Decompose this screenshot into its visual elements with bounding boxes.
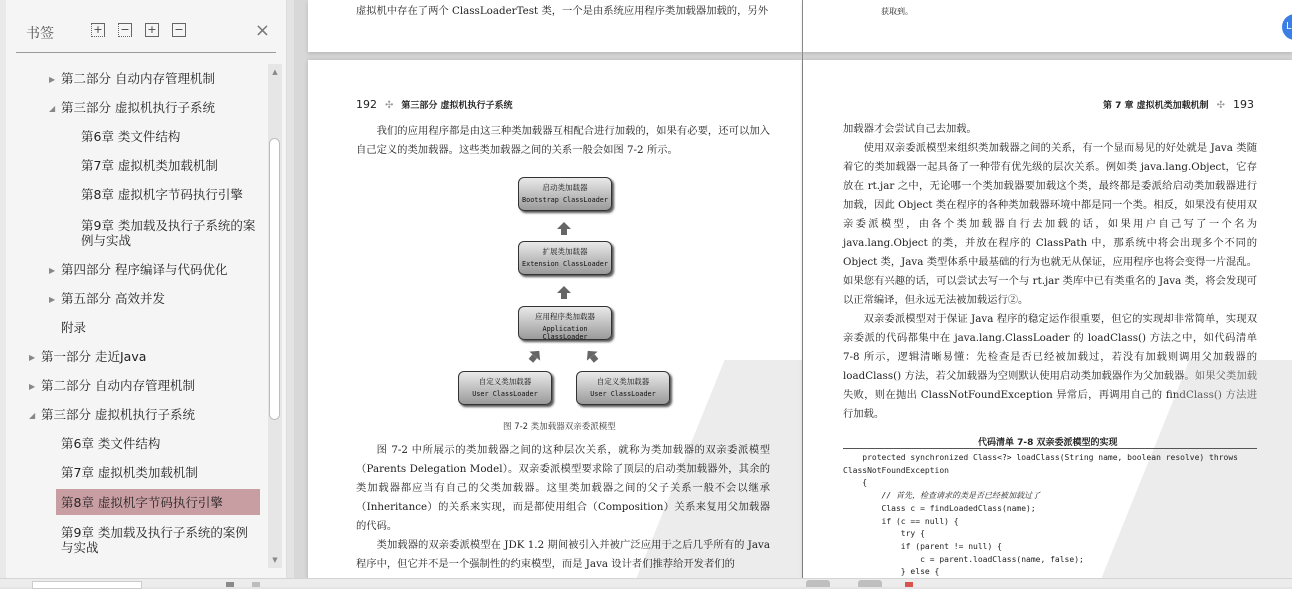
tree-item[interactable]: 第9章 类加载及执行子系统的案例与实战 bbox=[61, 525, 248, 555]
floating-assistant-button[interactable]: L bbox=[1282, 14, 1292, 40]
paragraph: 加载器才会尝试自己去加载。 bbox=[843, 123, 977, 135]
tree-item[interactable]: 第6章 类文件结构 bbox=[81, 129, 181, 144]
arrow-up-icon bbox=[557, 222, 571, 229]
paragraph: 使用双亲委派模型来组织类加载器之间的关系，有一个显而易见的好处就是 Java 类随着它的类加载器一起具备了一种带有优先级的层次关系。例如类 java.lang.Object，它存放在 rt.jar 之中，无论哪一个类加载器要加载这个类，最终都是委派给启动类加载器进行加载，因此 Object 类在程序的各种类加载器环境中都是同一个类。相反，如果没有使用双亲委派模型，由各个类加载器自行去加载的话，如果用户自己写了一个名为 java.lang.Object 的类，并放在程序的 ClassPath 中，那系统中将会出现多个不同的 Object 类，Java 类型体系中最基础的行为也就无从保证，应用程序也将会变得一片混乱。如果您有兴趣的话，可以尝试去写一个与 rt.jar 类库中已有类重名的 Java 类，将会发现可以正常编译，但永远无法被加载运行②。 bbox=[843, 142, 1257, 306]
tree-item[interactable]: 第8章 虚拟机字节码执行引擎 bbox=[81, 187, 243, 202]
page-number-input[interactable] bbox=[32, 581, 142, 589]
tree-item[interactable]: ▶ 第二部分 自动内存管理机制 bbox=[49, 71, 215, 86]
bookmark-panel bbox=[6, 0, 287, 578]
expand-arrow-icon[interactable]: ▶ bbox=[49, 75, 56, 84]
view-mode-icon[interactable] bbox=[252, 582, 260, 587]
user-classloader-box: 自定义类加载器 User ClassLoader bbox=[458, 371, 552, 405]
page-193 bbox=[803, 60, 1292, 580]
tree-item[interactable]: ◢ 第三部分 虚拟机执行子系统 bbox=[49, 100, 215, 115]
tree-item[interactable]: 附录 bbox=[61, 320, 87, 335]
paragraph: 我们的应用程序都是由这三种类加载器互相配合进行加载的，如果有必要，还可以加入自己定义的类加载器。这些类加载器之间的关系一般会如图 7-2 所示。 bbox=[356, 125, 770, 156]
user-classloader-box: 自定义类加载器 User ClassLoader bbox=[576, 371, 670, 405]
page-number: 193 bbox=[1233, 98, 1254, 111]
scroll-down-icon[interactable]: ▼ bbox=[272, 556, 278, 564]
close-icon[interactable]: × bbox=[254, 20, 270, 41]
tree-item[interactable]: ▶ 第四部分 程序编译与代码优化 bbox=[49, 262, 228, 277]
scroll-up-icon[interactable]: ▲ bbox=[272, 68, 278, 76]
statusbar-red-icon[interactable] bbox=[905, 582, 913, 587]
previous-page-left bbox=[308, 0, 802, 52]
paragraph: 图 7-2 中所展示的类加载器之间的这种层次关系，就称为类加载器的双亲委派模型（Parents Delegation Model）。双亲委派模型要求除了顶层的启动类加载器外，其余的类加载器都应当有自己的父类加载器。这里类加载器之间的父子关系一般不会以继承（Inheritance）的关系来实现，而是都使用组合（Composition）关系来复用父加载器的代码。 bbox=[356, 444, 770, 532]
document-view[interactable] bbox=[294, 0, 1292, 578]
figure-caption: 图 7-2 类加载器双亲委派模型 bbox=[503, 422, 616, 432]
code-rule bbox=[843, 448, 1257, 449]
tree-item[interactable]: ▶ 第二部分 自动内存管理机制 bbox=[29, 378, 195, 393]
ornament-icon: ✣ bbox=[385, 100, 394, 111]
page-number: 192 bbox=[356, 98, 377, 111]
running-head-right: 第 7 章 虚拟机类加载机制 ✣ 193 bbox=[1102, 98, 1254, 111]
tree-item[interactable]: ▶ 第一部分 走近Java bbox=[29, 349, 147, 364]
view-mode-icon[interactable] bbox=[226, 582, 234, 587]
collapse-arrow-icon[interactable]: ◢ bbox=[49, 104, 56, 113]
bookmark-tree bbox=[16, 62, 260, 570]
extension-classloader-box: 扩展类加载器 Extension ClassLoader bbox=[518, 241, 612, 275]
bookmark-panel-header bbox=[16, 18, 276, 53]
bookmark-scrollbar[interactable] bbox=[268, 64, 282, 568]
expand-arrow-icon[interactable]: ▶ bbox=[29, 353, 36, 362]
application-classloader-box: 应用程序类加载器 Application ClassLoader bbox=[518, 306, 612, 340]
tree-item[interactable]: 第9章 类加载及执行子系统的案例与实战 bbox=[81, 218, 256, 248]
add-bookmark-icon[interactable]: + bbox=[145, 23, 159, 37]
expand-arrow-icon[interactable]: ▶ bbox=[49, 266, 56, 275]
page-192 bbox=[308, 60, 802, 580]
bookmark-panel-title: 书签 bbox=[26, 26, 54, 42]
collapse-all-icon[interactable]: − bbox=[118, 23, 132, 37]
scrollbar-thumb[interactable] bbox=[269, 138, 280, 420]
tree-item[interactable]: 第7章 虚拟机类加载机制 bbox=[81, 158, 218, 173]
collapse-arrow-icon[interactable]: ◢ bbox=[29, 411, 36, 420]
code-listing-title: 代码清单 7-8 双亲委派模型的实现 bbox=[978, 438, 1118, 448]
tree-item[interactable]: ◢ 第三部分 虚拟机执行子系统 bbox=[29, 407, 195, 422]
ornament-icon: ✣ bbox=[1216, 100, 1225, 111]
code-listing: protected synchronized Class<?> loadClass(String name, boolean resolve) throws ClassNotFoundException { // 首先，检查请求的类是否已经被加载过了 Class c = findLoadedClass(name); if (c == null) { try { if (parent != null) { c = parent.loadClass(name, false); } else { bbox=[843, 453, 1238, 577]
tree-item[interactable]: 第6章 类文件结构 bbox=[61, 436, 161, 451]
running-head-left: 192 ✣ 第三部分 虚拟机执行子系统 bbox=[356, 98, 513, 111]
page-text: 获取到。 bbox=[881, 7, 913, 16]
previous-page-right bbox=[803, 0, 1292, 52]
arrow-up-left-icon bbox=[582, 346, 597, 360]
expand-arrow-icon[interactable]: ▶ bbox=[49, 295, 56, 304]
tree-item[interactable]: ▶ 第五部分 高效并发 bbox=[49, 291, 165, 306]
paragraph: 双亲委派模型对于保证 Java 程序的稳定运作很重要，但它的实现却非常简单，实现双亲委派的代码都集中在 java.lang.ClassLoader 的 loadClass() 方法之中，如代码清单 7-8 所示，逻辑清晰易懂：先检查是否已经被加载过，若没有加载则调用父加载器的 loadClass() 方法，若父加载器为空则默认使用启动类加载器作为父加载器。如果父类加载失败，则在抛出 ClassNotFoundException 异常后，再调用自己的 findClass() 方法进行加载。 bbox=[843, 313, 1257, 420]
tree-item-selected[interactable]: 第8章 虚拟机字节码执行引擎 bbox=[56, 489, 260, 515]
tree-item[interactable]: 第7章 虚拟机类加载机制 bbox=[61, 465, 198, 480]
page-text: 虚拟机中存在了两个 ClassLoaderTest 类，一个是由系统应用程序类加载器加载的，另外 bbox=[356, 5, 768, 17]
remove-bookmark-icon[interactable]: − bbox=[172, 23, 186, 37]
bootstrap-classloader-box: 启动类加载器 Bootstrap ClassLoader bbox=[518, 177, 612, 211]
paragraph: 类加载器的双亲委派模型在 JDK 1.2 期间被引入并被广泛应用于之后几乎所有的 Java 程序中，但它并不是一个强制性的约束模型，而是 Java 设计者们推荐给开发者们的 bbox=[356, 539, 770, 570]
arrow-up-right-icon bbox=[529, 346, 544, 360]
expand-arrow-icon[interactable]: ▶ bbox=[29, 382, 36, 391]
expand-all-icon[interactable]: + bbox=[91, 23, 105, 37]
arrow-up-icon bbox=[557, 286, 571, 293]
